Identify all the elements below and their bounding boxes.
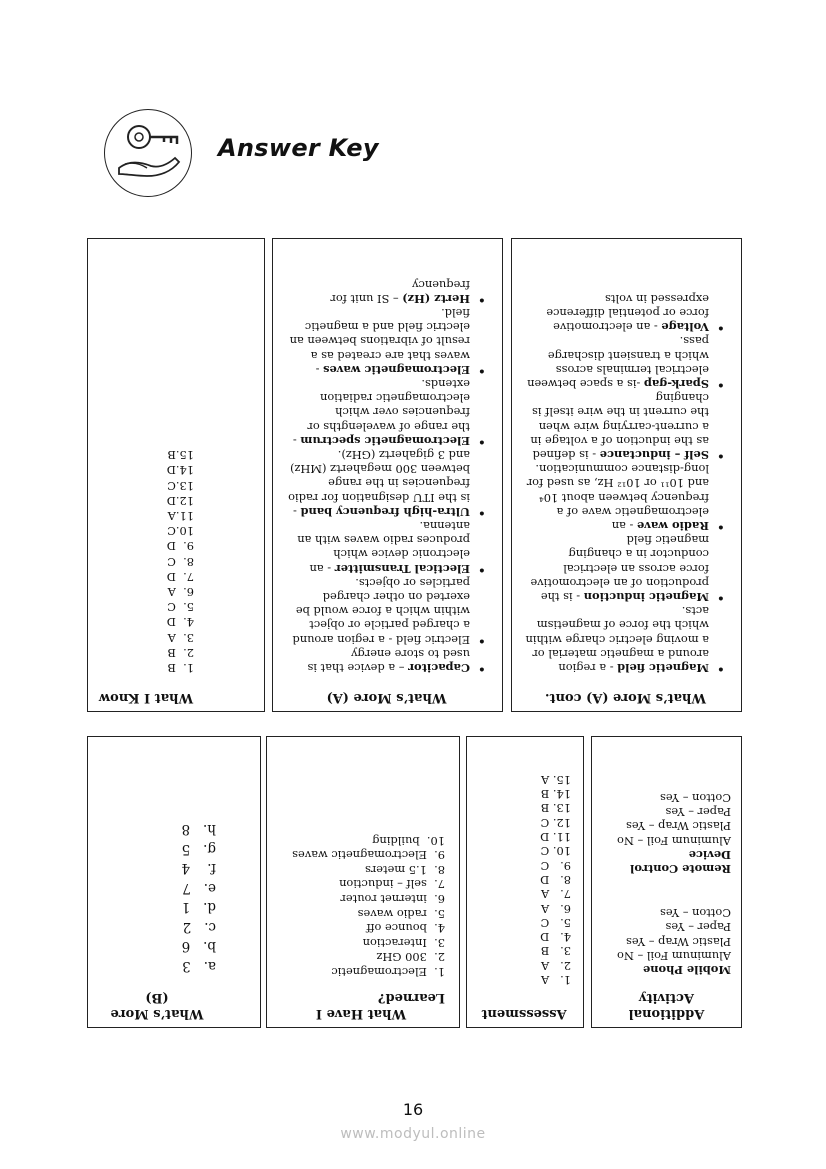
answer-item: 8. C (167, 554, 194, 569)
list-item (283, 519, 470, 576)
answer-item: 5. C (167, 600, 194, 615)
answer-item: 1. B (167, 661, 194, 675)
whats-more-a-box (272, 238, 503, 712)
answer-item: 9. Electromagnetic waves (292, 848, 445, 863)
term: Electical Transmitter (334, 561, 470, 576)
whats-more-a-title: What’s More (A) (326, 690, 447, 705)
answer-item: 6. internet router (340, 892, 445, 907)
term: Self – inductance (599, 447, 709, 462)
answer-item: b. 6 (181, 938, 216, 955)
whats-more-a-cont-box (511, 238, 742, 712)
group-item: Paper – Yes (665, 805, 731, 820)
answer-item: 1. Electromagnetic (331, 965, 445, 979)
whats-more-b-answers (98, 819, 216, 975)
group-title: Remote Control (630, 861, 731, 876)
term: Magnetic field (617, 661, 709, 675)
whats-more-b-box (87, 736, 261, 1028)
answer-item: f. 4 (181, 860, 216, 877)
group-item: Paper – Yes (665, 920, 731, 935)
group-item: Cotton – Yes (660, 790, 731, 805)
definition: - an electromotive force or potential difference expressed in volts (546, 291, 709, 335)
answer-item: 14.D (166, 463, 194, 478)
answer-item: 14. B (540, 787, 571, 802)
definition: - a region around a magnetic material or a moving electric charge within which the force of magnetism acts. (525, 604, 709, 675)
answer-item: 1. A (541, 973, 571, 987)
group-item: Aluminum Foil – No (617, 948, 731, 963)
group-item: Plastic Wrap – Yes (626, 934, 731, 949)
list-item (283, 306, 470, 377)
definition: - is the production of an electromotive force across an electrical conductor in a changing magnetic field (530, 533, 709, 604)
term: Electromagnetic waves (323, 362, 470, 377)
assessment-box (466, 736, 584, 1028)
answer-item: h. 8 (181, 821, 216, 838)
group-item: Plastic Wrap – Yes (626, 819, 731, 834)
answer-item: 15. A (541, 772, 571, 787)
list-item (522, 604, 709, 675)
page-title: Answer Key (218, 134, 379, 162)
answer-item: 11. D (540, 830, 571, 845)
answer-item: 2. A (541, 958, 571, 973)
answer-item: 12. C (540, 815, 571, 830)
assessment-title: Assessment (481, 1006, 567, 1021)
answer-item: 10. C (540, 844, 571, 859)
what-i-know-title: What I Know (98, 690, 194, 705)
answer-item: 6. A (541, 901, 571, 916)
whats-more-a-cont-list (522, 292, 729, 675)
answer-item: 7. D (166, 569, 194, 584)
additional-activity-title (602, 989, 731, 1021)
term: Electromagnetic spectrum (300, 433, 470, 448)
what-have-i-learned-title (277, 989, 445, 1021)
list-item (522, 462, 709, 533)
term: Voltage (661, 320, 709, 335)
additional-activity-box (591, 736, 742, 1028)
definition: – SI unit for frequency (330, 277, 470, 306)
definition: – a device that is used to store energy (307, 646, 470, 675)
definition: - waves that are created as a result of vibrations between an electric field and a magnetic field. (289, 305, 470, 377)
title-line: Activity (639, 990, 694, 1005)
definition: - is defined as the induction of a voltage in a current-carrying wire when the current in the wire itself is changing (530, 391, 709, 462)
term: Hertz (Hz) (402, 291, 470, 306)
definition: -is a space between electrical terminals across which a transient discharge pass. (527, 334, 709, 391)
definition: - the range of wavelengths or frequencies over which electromagnetic radiation extends. (292, 376, 470, 448)
whats-more-a-list (283, 277, 490, 675)
key-hand-icon (105, 110, 191, 196)
group-item: Aluminum Foil – No (617, 833, 731, 848)
answer-item: 7. self – induction (339, 877, 445, 892)
what-have-i-learned-box (266, 736, 460, 1028)
term: Capacitor (408, 661, 470, 675)
title-line: Learned? (377, 990, 445, 1005)
answer-item: 4. D (540, 930, 571, 945)
term: Radio wave (636, 518, 709, 533)
answer-item: 4. D (166, 615, 194, 630)
list-item (283, 448, 470, 519)
answer-item: 9. D (166, 539, 194, 554)
what-i-know-box (87, 238, 265, 712)
group-title: Device (688, 847, 731, 862)
watermark: www.modyul.online (340, 1126, 486, 1142)
answer-item: g. 5 (181, 841, 216, 857)
answer-item: 15.B (167, 448, 194, 463)
list-item (283, 576, 470, 647)
answer-item: 9. C (540, 858, 571, 873)
list-item (283, 647, 470, 675)
group-item: Cotton – Yes (660, 906, 731, 921)
title-line: What Have I (315, 1006, 407, 1021)
term: Spark-gap (643, 376, 709, 391)
definition: - an electronic device which produces radio waves with an antenna. (297, 518, 470, 576)
list-item (283, 377, 470, 448)
answer-item: 8. D (540, 872, 571, 887)
definition: Electric field - a region around a charged particle or object within which a force would be exerted on other charged particles or objects. (292, 575, 470, 647)
definition: - an electromagnetic wave of a frequency between about 10⁴ and 10¹¹ or 10¹² Hz, as used for long-distance communication. (526, 462, 709, 533)
answer-item: 8. 1.5 meters (365, 862, 445, 877)
assessment-answers (477, 773, 571, 987)
answer-key-logo (104, 109, 192, 197)
answer-item: a. 3 (182, 958, 216, 974)
answer-item: 10.C (167, 524, 194, 539)
answer-item: 11.A (167, 508, 194, 523)
term: Ultra-high frequency band (300, 504, 470, 519)
answer-item: 3. B (540, 944, 571, 959)
list-item (283, 277, 470, 305)
answer-item: 2. B (167, 645, 194, 660)
list-item (522, 391, 709, 462)
answer-item: 10. building (372, 833, 445, 848)
answer-item: e. 7 (182, 880, 216, 896)
what-i-know-answers (98, 447, 194, 675)
answer-item: 2. 300 GHz (376, 950, 445, 965)
list-item (522, 334, 709, 391)
page-number: 16 (402, 1100, 424, 1119)
list-item (522, 292, 709, 335)
answer-item: 3. Interaction (362, 935, 445, 950)
answer-item: 5. C (540, 915, 571, 930)
answer-item: 13.C (167, 478, 194, 493)
answer-item: 5. radio waves (357, 906, 445, 921)
what-have-i-learned-answers (277, 833, 445, 979)
definition: - is the ITU designation for radio frequencies in the range between 300 megahertz (MHz) and 3 gigahertz (GHz). (288, 447, 470, 519)
whats-more-a-cont-title: What’s More (A) cont. (544, 690, 707, 705)
answer-item: 6. A (167, 584, 194, 599)
group-title: Mobile Phone (642, 963, 731, 977)
term: Magnetic induction (583, 589, 709, 604)
title-line: Additional (628, 1006, 705, 1021)
spacer (602, 880, 731, 906)
answer-item: 3. A (167, 630, 194, 645)
whats-more-b-title: What’s More (B) (110, 990, 204, 1021)
list-item (522, 533, 709, 604)
answer-item: 7. A (541, 887, 571, 902)
answer-item: 13. B (540, 801, 571, 816)
answer-item: 12.D (166, 493, 194, 508)
answer-item: 4. bounce off (366, 921, 445, 936)
answer-item: c. 2 (182, 919, 216, 935)
answer-item: d. 1 (181, 899, 216, 916)
